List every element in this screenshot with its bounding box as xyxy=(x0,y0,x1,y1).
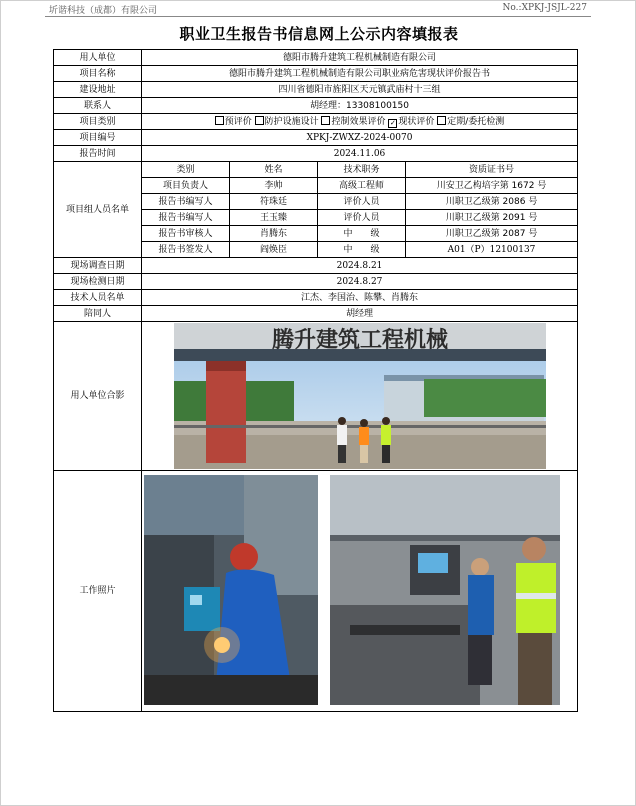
checkbox-icon xyxy=(255,116,264,125)
member-cert: 川安卫乙构培字第 1672 号 xyxy=(406,178,578,194)
companion-value: 胡经理 xyxy=(142,306,578,322)
team-label: 项目组人员名单 xyxy=(54,162,142,258)
checkbox-icon xyxy=(321,116,330,125)
member-name: 阎焕臣 xyxy=(230,242,318,258)
page-title: 职业卫生报告书信息网上公示内容填报表 xyxy=(179,25,459,43)
member-title: 评价人员 xyxy=(318,194,406,210)
row-test-date xyxy=(54,274,578,290)
tech-staff-value: 江杰、李国治、陈攀、肖腾东 xyxy=(142,290,578,306)
row-employer xyxy=(54,50,578,66)
member-title: 评价人员 xyxy=(318,210,406,226)
category-option: 控制效果评价 xyxy=(321,117,385,127)
contact-value: 胡经理：13308100150 xyxy=(142,98,578,114)
address-value: 四川省德阳市旌阳区天元镇武庙村十三组 xyxy=(142,82,578,98)
header-divider xyxy=(45,16,591,17)
category-options xyxy=(142,114,578,130)
employer-label: 用人单位 xyxy=(54,50,142,66)
member-title: 高级工程师 xyxy=(318,178,406,194)
team-header-title: 技术职务 xyxy=(318,162,406,178)
team-header-role: 类别 xyxy=(142,162,230,178)
report-date-label: 报告时间 xyxy=(54,146,142,162)
row-tech-staff xyxy=(54,290,578,306)
work-photo-welding xyxy=(144,475,318,705)
project-name-label: 项目名称 xyxy=(54,66,142,82)
row-address xyxy=(54,82,578,98)
project-no-value: XPKJ-ZWXZ-2024-0070 xyxy=(142,130,578,146)
row-companion xyxy=(54,306,578,322)
row-contact xyxy=(54,98,578,114)
member-role: 报告书编写人 xyxy=(142,210,230,226)
team-header-cert: 资质证书号 xyxy=(406,162,578,178)
category-label: 项目类别 xyxy=(54,114,142,130)
info-form-table xyxy=(53,49,578,712)
project-name-value: 德阳市腾升建筑工程机械制造有限公司职业病危害现状评价报告书 xyxy=(142,66,578,82)
group-photo-cell xyxy=(142,322,578,471)
member-title: 中 级 xyxy=(318,226,406,242)
work-photos-cell xyxy=(142,471,578,712)
member-cert: 川职卫乙级第 2087 号 xyxy=(406,226,578,242)
survey-date-value: 2024.8.21 xyxy=(142,258,578,274)
row-work-photos xyxy=(54,471,578,712)
member-role: 项目负责人 xyxy=(142,178,230,194)
row-group-photo xyxy=(54,322,578,471)
tech-staff-label: 技术人员名单 xyxy=(54,290,142,306)
row-project-name xyxy=(54,66,578,82)
category-option: ✓ 现状评价 xyxy=(389,116,435,127)
test-date-value: 2024.8.27 xyxy=(142,274,578,290)
member-name: 李帅 xyxy=(230,178,318,194)
member-name: 王玉臻 xyxy=(230,210,318,226)
team-header-name: 姓名 xyxy=(230,162,318,178)
checkbox-icon xyxy=(215,116,224,125)
member-name: 符珠廷 xyxy=(230,194,318,210)
group-photo-label: 用人单位合影 xyxy=(54,322,142,471)
member-cert: A01（P）12100137 xyxy=(406,242,578,258)
group-photo-image xyxy=(174,323,546,469)
work-photo-machinery xyxy=(330,475,560,705)
member-cert: 川职卫乙级第 2091 号 xyxy=(406,210,578,226)
header-doc-number: No.:XPKJ-JSJL-227 xyxy=(502,3,587,13)
contact-label: 联系人 xyxy=(54,98,142,114)
row-project-no xyxy=(54,130,578,146)
member-name: 肖腾东 xyxy=(230,226,318,242)
project-no-label: 项目编号 xyxy=(54,130,142,146)
test-date-label: 现场检测日期 xyxy=(54,274,142,290)
member-cert: 川职卫乙级第 2086 号 xyxy=(406,194,578,210)
row-survey-date xyxy=(54,258,578,274)
category-option: 预评价 xyxy=(215,117,252,127)
companion-label: 陪同人 xyxy=(54,306,142,322)
member-title: 中 级 xyxy=(318,242,406,258)
category-option: 防护设施设计 xyxy=(255,117,319,127)
report-date-value: 2024.11.06 xyxy=(142,146,578,162)
employer-value: 德阳市腾升建筑工程机械制造有限公司 xyxy=(142,50,578,66)
category-option: 定期/委托检测 xyxy=(437,117,504,127)
member-role: 报告书审核人 xyxy=(142,226,230,242)
row-category xyxy=(54,114,578,130)
checkbox-icon xyxy=(437,116,446,125)
gate-sign-text: 腾升建筑工程机械 xyxy=(271,328,448,353)
member-role: 报告书编写人 xyxy=(142,194,230,210)
checkbox-checked-icon: ✓ xyxy=(389,118,396,127)
survey-date-label: 现场调查日期 xyxy=(54,258,142,274)
work-photos-label: 工作照片 xyxy=(54,471,142,712)
member-role: 报告书签发人 xyxy=(142,242,230,258)
header-company: 圻谐科技（成都）有限公司 xyxy=(49,6,158,16)
team-header-row xyxy=(54,162,578,178)
address-label: 建设地址 xyxy=(54,82,142,98)
row-report-date xyxy=(54,146,578,162)
